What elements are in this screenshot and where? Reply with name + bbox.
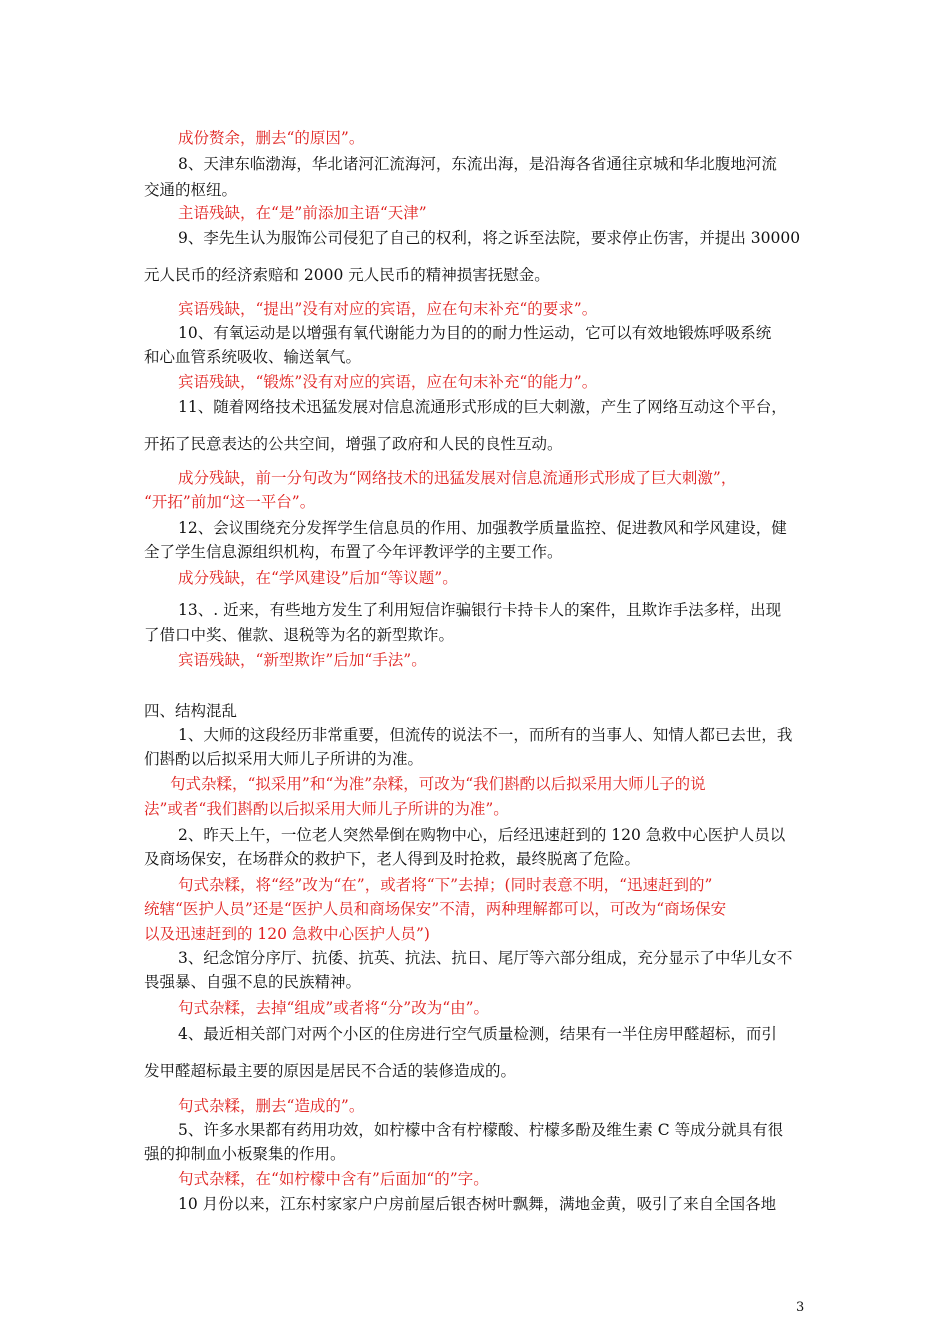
answer-line: 法”或者“我们斟酌以后拟采用大师儿子所讲的为准”。 <box>144 800 509 818</box>
body-line: 8、天津东临渤海，华北诸河汇流海河，东流出海，是沿海各省通往京城和华北腹地河流 <box>178 155 777 173</box>
body-line: 交通的枢纽。 <box>144 181 238 199</box>
body-line: 畏强暴、自强不息的民族精神。 <box>144 973 362 991</box>
answer-line: 成份赘余，删去“的原因”。 <box>178 129 365 147</box>
body-line: 10、有氧运动是以增强有氧代谢能力为目的的耐力性运动，它可以有效地锻炼呼吸系统 <box>178 324 772 342</box>
answer-line: 成分残缺，前一分句改为“网络技术的迅猛发展对信息流通形式形成了巨大刺激”， <box>178 469 737 487</box>
body-line: 2、昨天上午，一位老人突然晕倒在购物中心，后经迅速赶到的 120 急救中心医护人员以 <box>178 826 786 844</box>
body-line: 13、. 近来，有些地方发生了利用短信诈骗银行卡持卡人的案件，且欺诈手法多样，出现 <box>178 601 782 619</box>
answer-line: 宾语残缺，“新型欺诈”后加“手法”。 <box>178 651 427 669</box>
answer-line: 句式杂糅，去掉“组成”或者将“分”改为“由”。 <box>178 999 490 1017</box>
body-line: 及商场保安，在场群众的救护下，老人得到及时抢救，最终脱离了危险。 <box>144 850 641 868</box>
body-line: 4、最近相关部门对两个小区的住房进行空气质量检测，结果有一半住房甲醛超标，而引 <box>178 1025 777 1043</box>
body-line: 强的抑制血小板聚集的作用。 <box>144 1145 346 1163</box>
answer-line: 句式杂糅，在“如柠檬中含有”后面加“的”字。 <box>178 1170 489 1188</box>
answer-line: 宾语残缺，“锻炼”没有对应的宾语，应在句末补充“的能力”。 <box>178 373 598 391</box>
body-line: 开拓了民意表达的公共空间，增强了政府和人民的良性互动。 <box>144 435 563 453</box>
body-line: 发甲醛超标最主要的原因是居民不合适的装修造成的。 <box>144 1062 517 1080</box>
section-heading: 四、结构混乱 <box>144 702 238 720</box>
body-line: 11、随着网络技术迅猛发展对信息流通形式形成的巨大刺激，产生了网络互动这个平台， <box>178 398 787 416</box>
answer-line: “开拓”前加“这一平台”。 <box>144 493 316 511</box>
page-number: 3 <box>796 1300 805 1315</box>
body-line: 12、会议围绕充分发挥学生信息员的作用、加强教学质量监控、促进教风和学风建设，健 <box>178 519 787 537</box>
body-line: 元人民币的经济索赔和 2000 元人民币的精神损害抚慰金。 <box>144 266 550 284</box>
answer-line: 成分残缺，在“学风建设”后加“等议题”。 <box>178 569 458 587</box>
body-line: 1、大师的这段经历非常重要，但流传的说法不一，而所有的当事人、知情人都已去世，我 <box>178 726 793 744</box>
body-line: 3、纪念馆分序厅、抗倭、抗英、抗法、抗日、尾厅等六部分组成，充分显示了中华儿女不 <box>178 949 793 967</box>
body-line: 们斟酌以后拟采用大师儿子所讲的为准。 <box>144 750 424 768</box>
answer-line: 主语残缺，在“是”前添加主语“天津” <box>178 204 427 222</box>
body-line: 了借口中奖、催款、退税等为名的新型欺诈。 <box>144 626 455 644</box>
answer-line: 宾语残缺，“提出”没有对应的宾语，应在句末补充“的要求”。 <box>178 300 598 318</box>
answer-line: 以及迅速赶到的 120 急救中心医护人员”) <box>144 925 430 943</box>
answer-line: 句式杂糅，将“经”改为“在”，或者将“下”去掉；(同时表意不明，“迅速赶到的” <box>178 876 713 894</box>
body-line: 5、许多水果都有药用功效，如柠檬中含有柠檬酸、柠檬多酚及维生素 C 等成分就具有很 <box>178 1121 784 1139</box>
answer-line: 句式杂糅，“拟采用”和“为准”杂糅，可改为“我们斟酌以后拟采用大师儿子的说 <box>170 775 706 793</box>
answer-line: 句式杂糅，删去“造成的”。 <box>178 1097 365 1115</box>
body-line: 10 月份以来，江东村家家户户房前屋后银杏树叶飘舞，满地金黄，吸引了来自全国各地 <box>178 1195 777 1213</box>
body-line: 全了学生信息源组织机构，布置了今年评教评学的主要工作。 <box>144 543 563 561</box>
body-line: 和心血管系统吸收、输送氧气。 <box>144 348 362 366</box>
body-line: 9、李先生认为服饰公司侵犯了自己的权利，将之诉至法院，要求停止伤害，并提出 30000 <box>178 229 801 247</box>
answer-line: 统辖“医护人员”还是“医护人员和商场保安”不清，两种理解都可以，可改为“商场保安 <box>144 900 727 918</box>
